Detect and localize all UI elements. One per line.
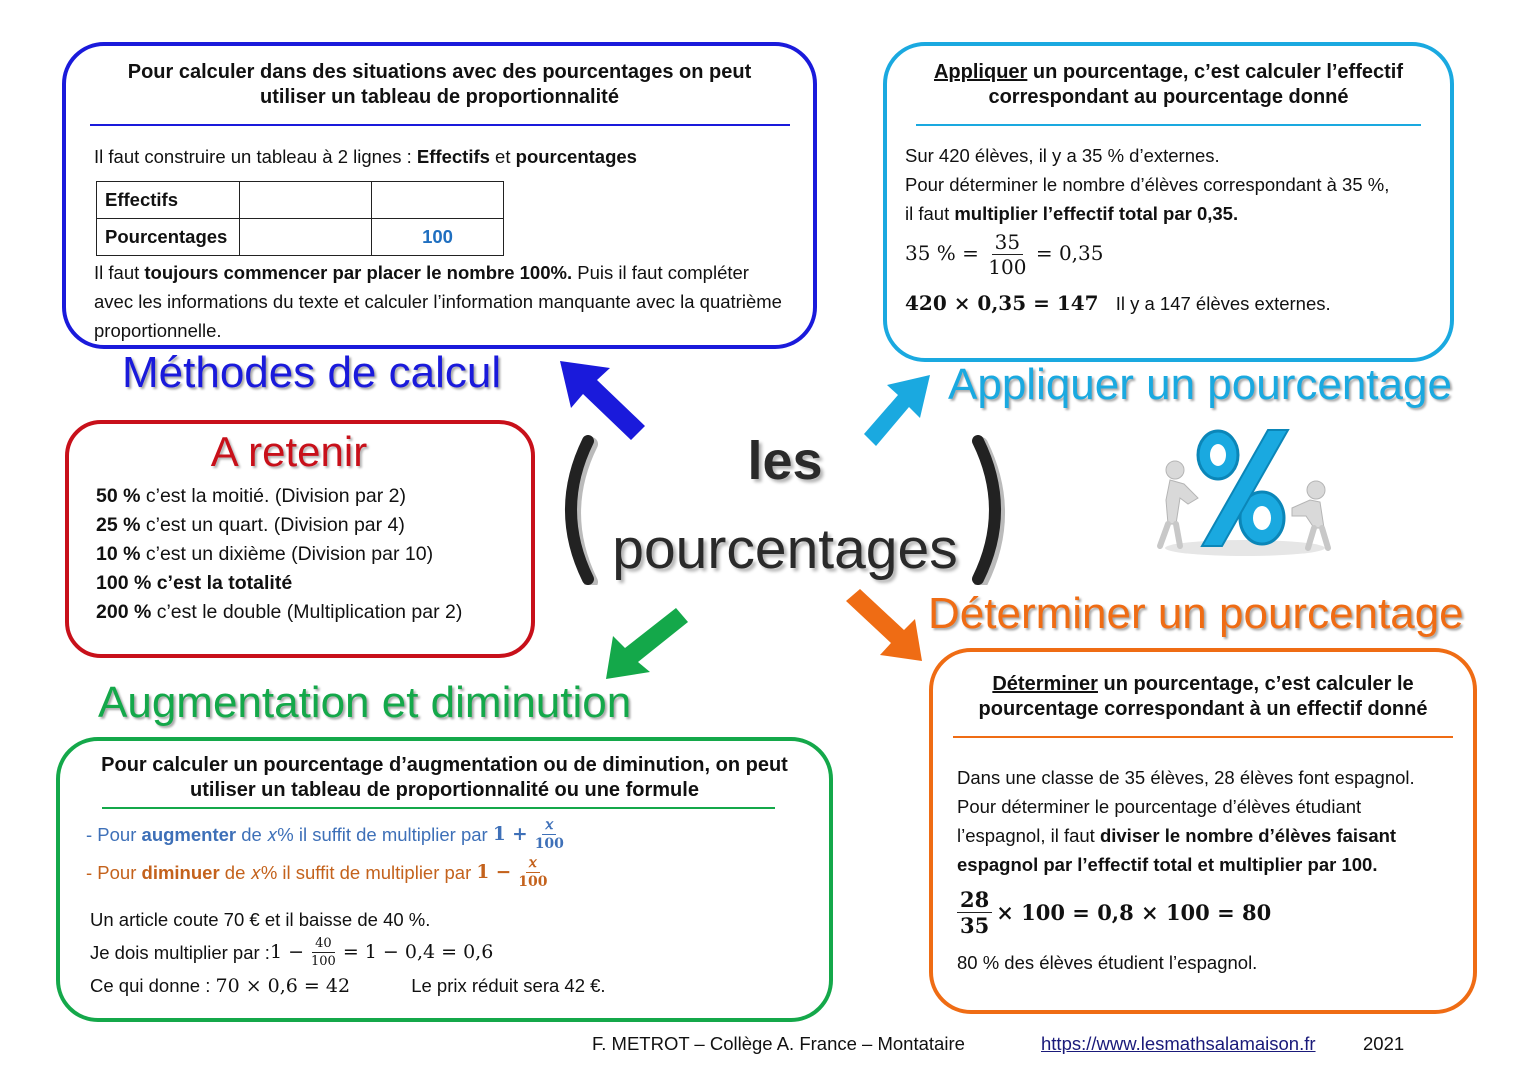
determiner-box: [929, 648, 1477, 1014]
table-row: [97, 219, 504, 256]
methodes-title: Pour calculer dans des situations avec des pourcentages on peut utiliser un tableau de proportionnalité: [127, 61, 752, 108]
table-cell-empty: [372, 182, 504, 219]
appliquer-body: Sur 420 élèves, il y a 35 % d’externes. Pour déterminer le nombre d’élèves correspondant à 35 %, il faut multiplier l’effectif total par 0,35. 35 % = $\frac{35}{100}$ = 0,35 420 × 0,35 = 147 Il y a 147 élèves externes.: [887, 126, 1450, 318]
list-item: 50 % c’est la moitié. (Division par 2): [96, 485, 406, 507]
retenir-box: [65, 420, 535, 658]
augmentation-formulas: [60, 809, 829, 891]
list-item: 10 % c’est un dixième (Division par 10): [96, 543, 434, 565]
augmentation-box: [56, 737, 833, 1022]
determiner-body: Dans une classe de 35 élèves, 28 élèves font espagnol. Pour déterminer le pourcentage d’élèves étudiant l’espagnol, il faut diviser le nombre d’élèves faisant espagnol par l’effectif total et multiplier par 100. $\frac{28}{35}$ × 100 = 0,8 × 100 = 80 80 % des élèves étudient l’espagnol.: [933, 738, 1473, 977]
arrow-down-right-icon: [842, 585, 927, 665]
table-cell-empty: [240, 219, 372, 256]
appliquer-label: Appliquer un pourcentage: [948, 360, 1452, 409]
methodes-intro: Il faut construire un tableau à 2 lignes : Effectifs et pourcentages: [94, 146, 637, 167]
center-title-les: les: [747, 431, 823, 491]
center-title-pourcentages: pourcentages: [612, 517, 958, 581]
determiner-title: Déterminer un pourcentage, c’est calculer le pourcentage correspondant à un effectif donné: [978, 673, 1428, 720]
arrow-down-left-icon: [598, 604, 693, 684]
arrow-up-right-icon: [860, 370, 935, 450]
table-cell-pourcentages: Pourcentages: [97, 219, 240, 256]
determiner-label: Déterminer un pourcentage: [928, 589, 1464, 638]
left-parenthesis: [548, 435, 598, 585]
appliquer-title: Appliquer un pourcentage, c’est calculer l’effectif correspondant au pourcentage donné: [933, 61, 1403, 108]
retenir-list: [96, 482, 462, 627]
table-cell-empty: [240, 182, 372, 219]
determiner-equation: $\frac{28}{35}$ × 100 = 0,8 × 100 = 80: [957, 889, 1433, 936]
appliquer-equation: 35 % = $\frac{35}{100}$ = 0,35: [905, 230, 1104, 279]
methodes-box: [62, 42, 817, 349]
augmentation-example: Un article coute 70 € et il baisse de 40 %. Je dois multiplier par : 1 − $\frac{40}{100}$ = 1 − 0,4 = 0,6 Ce qui donne : 70 × 0,6 = 42 Le prix réduit sera 42 €.: [90, 909, 606, 997]
methodes-label: Méthodes de calcul: [122, 348, 502, 397]
augmentation-title: Pour calculer un pourcentage d’augmentation ou de diminution, on peut utiliser un tableau de proportionnalité ou une formule: [101, 754, 788, 801]
diminuer-formula: - Pour diminuer de 𝑥% il suffit de multiplier par 1 − $\frac{\text{𝑥}}{100}$: [86, 854, 548, 890]
footer-author: F. METROT – Collège A. France – Montataire: [592, 1033, 965, 1054]
table-cell-effectifs: Effectifs: [97, 182, 240, 219]
appliquer-calc: 420 × 0,35 = 147: [905, 291, 1099, 315]
list-item: 25 % c’est un quart. (Division par 4): [96, 514, 405, 536]
list-item: 100 % c’est la totalité: [96, 572, 293, 594]
proportion-table: [96, 181, 504, 256]
augmenter-formula: - Pour augmenter de 𝑥% il suffit de multiplier par 1 + $\frac{\text{𝑥}}{100}$: [86, 816, 564, 852]
appliquer-box: [883, 42, 1454, 362]
right-parenthesis: [968, 435, 1018, 585]
augmentation-label: Augmentation et diminution: [98, 678, 632, 727]
table-row: [97, 182, 504, 219]
arrow-up-left-icon: [555, 356, 650, 446]
percent-figures-icon: [1150, 420, 1340, 560]
footer-year: 2021: [1363, 1033, 1405, 1054]
footer-url-link[interactable]: https://www.lesmathsalamaison.fr: [1041, 1033, 1316, 1054]
methodes-note: Il faut toujours commencer par placer le nombre 100%. Puis il faut compléter avec les informations du texte et calculer l’information manquante avec la quatrième proportionnelle.: [94, 262, 782, 341]
retenir-title: A retenir: [210, 428, 368, 475]
table-cell-100: 100: [372, 219, 504, 256]
list-item: 200 % c’est le double (Multiplication par 2): [96, 601, 463, 623]
